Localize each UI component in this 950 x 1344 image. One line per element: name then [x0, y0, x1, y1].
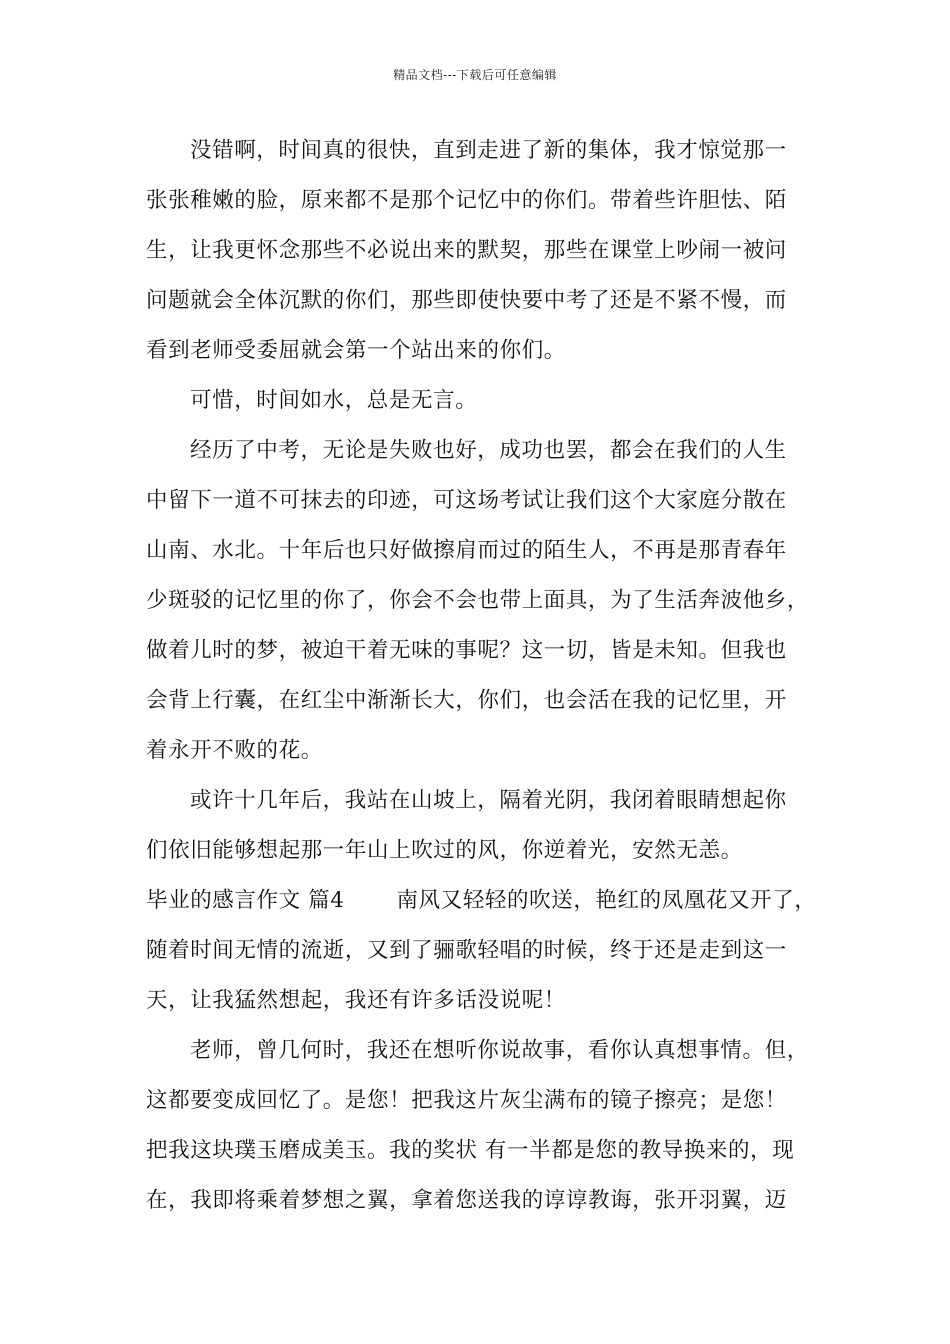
text-line: 着永开不败的花。: [146, 738, 323, 763]
text-line: 老师，曾几何时，我还在想听你说故事，看你认真想事情。但，: [190, 1038, 809, 1063]
text-line: 张张稚嫩的脸，原来都不是那个记忆中的你们。带着些许胆怯、陌: [146, 188, 787, 213]
text-line: 问题就会全体沉默的你们，那些即使快要中考了还是不紧不慢，而: [146, 288, 787, 313]
section-heading-line: [146, 886, 816, 916]
section-heading: 毕业的感言作文 篇4: [146, 888, 345, 913]
text-line: 看到老师受委屈就会第一个站出来的你们。: [146, 338, 566, 363]
text-line: 或许十几年后，我站在山坡上，隔着光阴，我闭着眼睛想起你: [190, 788, 787, 813]
text-line: 少斑驳的记忆里的你了，你会不会也带上面具，为了生活奔波他乡，: [146, 588, 810, 613]
text-line: 随着时间无情的流逝，又到了骊歌轻唱的时候，终于还是走到这一: [146, 938, 787, 963]
text-line: 这都要变成回忆了。是您！把我这片灰尘满布的镜子擦亮；是您！: [146, 1088, 787, 1113]
text-line: 会背上行囊，在红尘中渐渐长大，你们，也会活在我的记忆里，开: [146, 688, 787, 713]
text-line: 天，让我猛然想起，我还有许多话没说呢！: [146, 988, 566, 1013]
text-line: 南风又轻轻的吹送，艳红的凤凰花又开了，: [396, 888, 817, 913]
text-line: 们依旧能够想起那一年山上吹过的风，你逆着光，安然无恙。: [146, 838, 743, 863]
page-header: 精品文档---下载后可任意编辑: [393, 68, 557, 82]
text-line: 经历了中考，无论是失败也好，成功也罢，都会在我们的人生: [190, 438, 787, 463]
text-line: 可惜，时间如水，总是无言。: [190, 388, 478, 413]
text-line: 生，让我更怀念那些不必说出来的默契，那些在课堂上吵闹一被问: [146, 238, 787, 263]
text-line: 中留下一道不可抹去的印迹，可这场考试让我们这个大家庭分散在: [146, 488, 787, 513]
text-line: 山南、水北。十年后也只好做擦肩而过的陌生人，不再是那青春年: [146, 538, 787, 563]
text-line: 把我这块璞玉磨成美玉。我的奖状 有一半都是您的教导换来的，现: [146, 1138, 795, 1163]
text-line: 做着儿时的梦，被迫干着无味的事呢？这一切，皆是未知。但我也: [146, 638, 787, 663]
text-line: 没错啊，时间真的很快，直到走进了新的集体，我才惊觉那一: [190, 138, 787, 163]
text-line: 在，我即将乘着梦想之翼，拿着您送我的谆谆教诲，张开羽翼，迈: [146, 1188, 787, 1213]
